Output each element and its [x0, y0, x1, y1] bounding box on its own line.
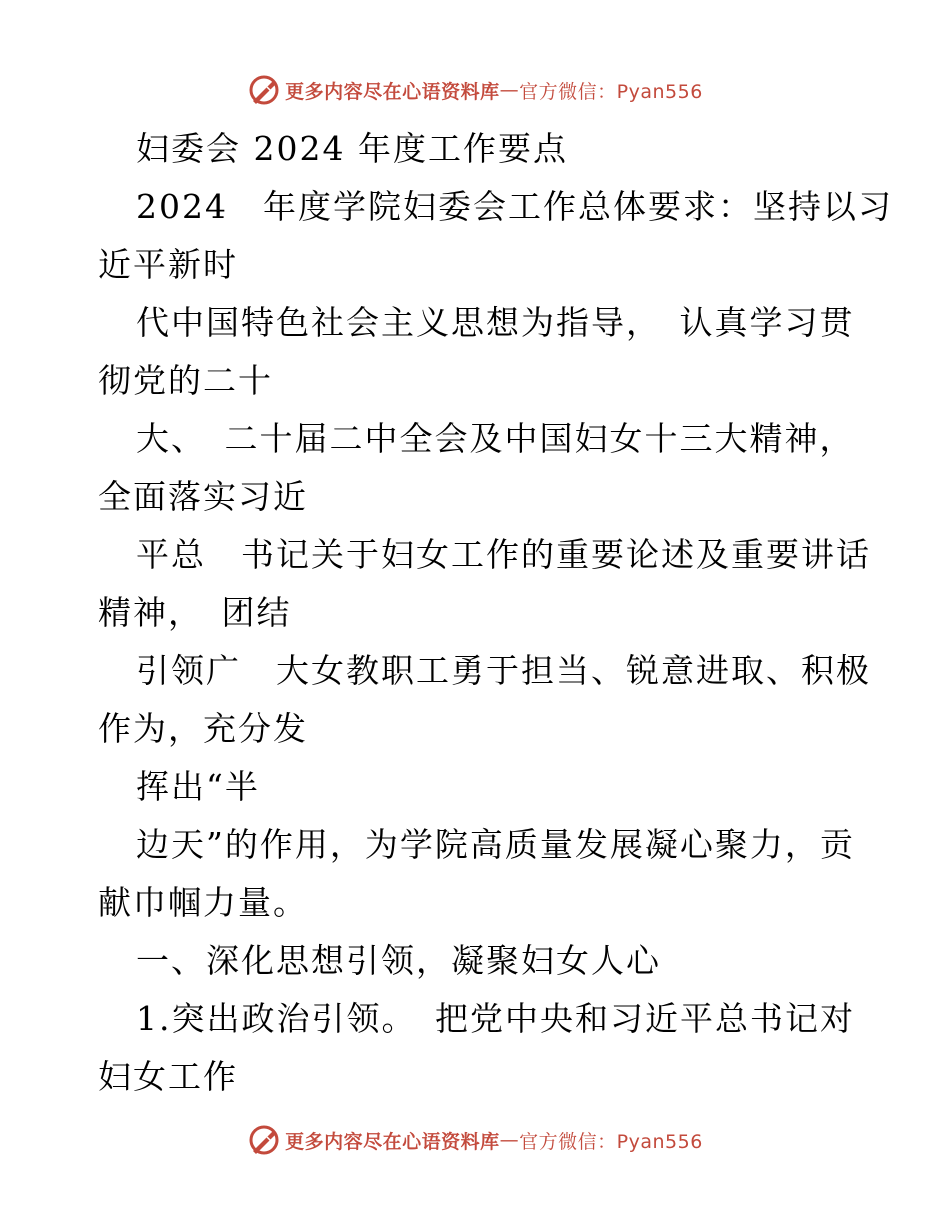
doc-line: 妇女工作 — [98, 1057, 238, 1096]
doc-line: 2024 年度学院妇委会工作总体要求：坚持以习 — [136, 187, 893, 226]
watermark-separator: — — [499, 79, 520, 101]
doc-line: 近平新时 — [98, 245, 238, 284]
section-heading: 一、深化思想引领，凝聚妇女人心 — [136, 941, 661, 980]
doc-line: 边天”的作用，为学院高质量发展凝心聚力，贡 — [136, 825, 855, 864]
doc-line: 献巾帼力量。 — [98, 883, 308, 922]
doc-line: 全面落实习近 — [98, 477, 308, 516]
doc-line: 平总 书记关于妇女工作的重要论述及重要讲话 — [136, 535, 871, 574]
doc-line: 彻党的二十 — [98, 361, 273, 400]
watermark-main-text: 更多内容尽在心语资料库 — [285, 80, 500, 103]
doc-line: 代中国特色社会主义思想为指导， 认真学习贯 — [136, 303, 855, 342]
doc-line: 作为，充分发 — [98, 709, 308, 748]
doc-line: 大、 二十届二中全会及中国妇女十三大精神， — [136, 419, 855, 458]
watermark-contact: 官方微信：Pyan556 — [519, 1130, 703, 1153]
pen-logo-icon — [247, 1123, 281, 1157]
pen-logo-icon — [247, 73, 281, 107]
watermark-header — [0, 70, 950, 110]
watermark-main-text: 更多内容尽在心语资料库 — [285, 1130, 500, 1153]
document-body — [98, 120, 893, 1106]
doc-line: 精神， 团结 — [98, 593, 292, 632]
doc-line: 引领广 大女教职工勇于担当、锐意进取、积极 — [136, 651, 871, 690]
doc-line: 1.突出政治引领。 把党中央和习近平总书记对 — [136, 999, 855, 1038]
watermark-footer — [0, 1120, 950, 1160]
doc-title: 妇委会 2024 年度工作要点 — [136, 129, 568, 168]
watermark-separator: — — [499, 1129, 520, 1151]
doc-line: 挥出“半 — [136, 767, 260, 806]
watermark-contact: 官方微信：Pyan556 — [519, 80, 703, 103]
